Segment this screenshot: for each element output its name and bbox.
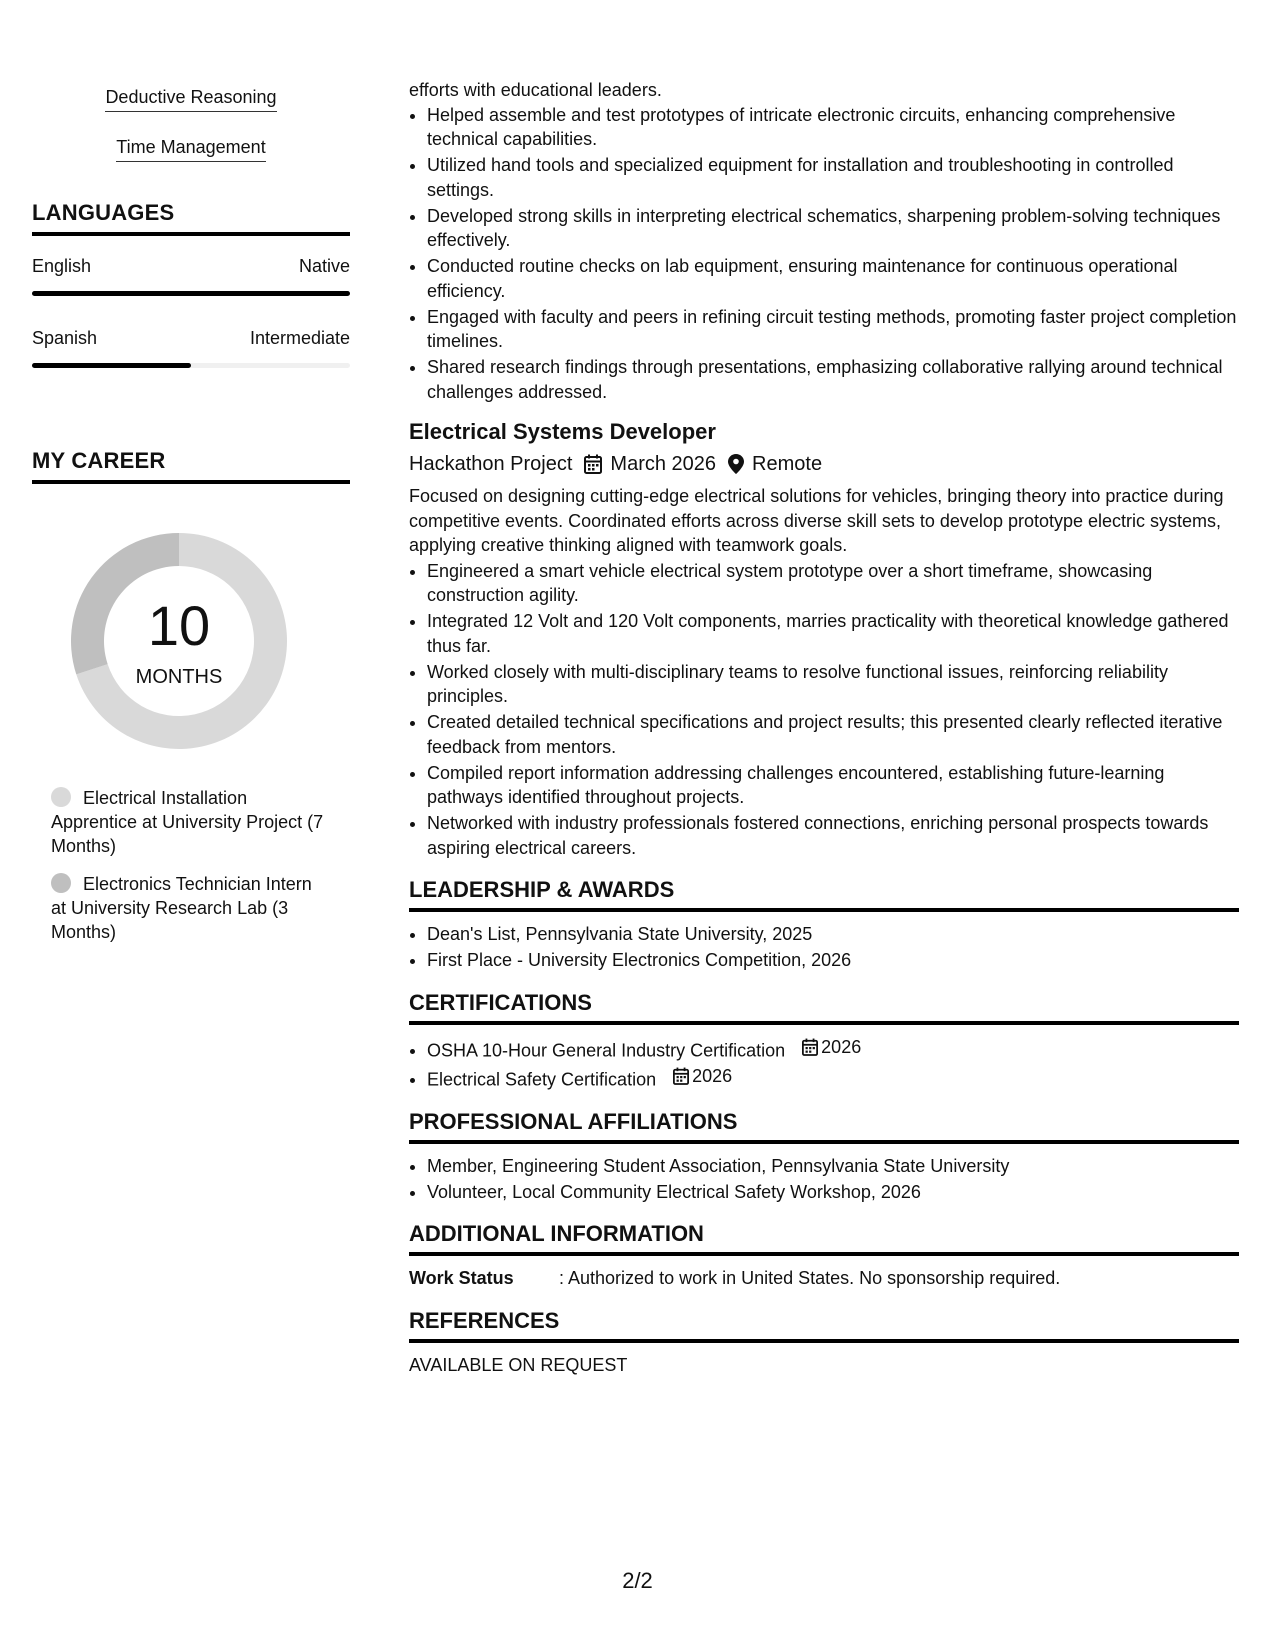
list-item: • Utilized hand tools and specialized equipment for installation and troubleshooting in controlled settings. — [427, 153, 1239, 202]
language-level: Intermediate — [249, 328, 350, 348]
previous-job-continuation: efforts with educational leaders. — [409, 80, 662, 100]
leadership-list — [409, 922, 1239, 973]
certification-item — [427, 1035, 1239, 1063]
certification-name: OSHA 10-Hour General Industry Certification — [427, 1039, 786, 1060]
certifications-title: CERTIFICATIONS — [409, 989, 1239, 1025]
career-total-number: 10 — [147, 594, 211, 657]
language-proficiency-bar — [32, 363, 350, 368]
page-number: 2/2 — [622, 1568, 653, 1593]
list-item: • Networked with industry professionals fostered connections, enriching personal prospects towards aspiring electrical careers. — [427, 811, 1239, 860]
previous-job-bullets — [409, 103, 1239, 405]
calendar-icon — [584, 454, 602, 474]
leadership-title: LEADERSHIP & AWARDS — [409, 876, 1239, 912]
list-item: • Created detailed technical specifications and project results; this presented clearly reflected iterative feedback from mentors. — [427, 710, 1239, 759]
job-title: Electrical Systems Developer — [409, 419, 716, 444]
list-item: • Integrated 12 Volt and 120 Volt components, marries practicality with theoretical knowledge gathered thus far. — [427, 609, 1239, 658]
language-name: Spanish — [32, 328, 98, 348]
language-name: English — [32, 256, 92, 276]
work-status-label: Work Status — [409, 1268, 514, 1288]
career-item-text: Electrical Installation Apprentice at University Project (7 Months) — [51, 788, 324, 856]
job-meta — [409, 450, 1239, 478]
list-item: • Dean's List, Pennsylvania State University, 2025 — [427, 922, 1239, 947]
calendar-icon — [802, 1038, 818, 1056]
certification-name: Electrical Safety Certification — [427, 1069, 657, 1089]
affiliations-list — [409, 1154, 1239, 1205]
language-proficiency-fill — [32, 363, 191, 368]
additional-info-title: ADDITIONAL INFORMATION — [409, 1220, 1239, 1256]
career-legend-dot — [51, 873, 71, 893]
job-bullets — [409, 559, 1239, 861]
language-proficiency-bar — [32, 291, 350, 296]
work-status-row — [409, 1266, 1239, 1291]
job-description: Focused on designing cutting-edge electrical solutions for vehicles, bringing theory into practice during competitive events. Coordinated efforts across diverse skill sets to develop prototype electric systems, applying creative thinking aligned with teamwork goals. — [409, 486, 1224, 555]
career-title: MY CAREER — [32, 448, 350, 484]
right-column — [409, 78, 1239, 1377]
list-item: • Shared research findings through presentations, emphasizing collaborative rallying around technical challenges addressed. — [427, 355, 1239, 404]
language-row-english — [32, 256, 350, 296]
list-item: • Developed strong skills in interpreting electrical schematics, sharpening problem-solving techniques effectively. — [427, 204, 1239, 253]
languages-title: LANGUAGES — [32, 200, 350, 236]
job-date: March 2026 — [610, 453, 717, 475]
job-company: Hackathon Project — [409, 453, 573, 475]
list-item: • Member, Engineering Student Association, Pennsylvania State University — [427, 1154, 1239, 1179]
career-item-text: Electronics Technician Intern at University Research Lab (3 Months) — [51, 874, 312, 942]
skill-tag: Time Management — [116, 128, 265, 162]
list-item: • First Place - University Electronics Competition, 2026 — [427, 948, 1239, 973]
location-pin-icon — [728, 454, 744, 474]
language-level: Native — [298, 256, 350, 276]
languages-section — [32, 200, 350, 368]
list-item: • Compiled report information addressing challenges encountered, establishing future-learning pathways identified throughout projects. — [427, 761, 1239, 810]
career-section — [32, 448, 350, 944]
affiliations-title: PROFESSIONAL AFFILIATIONS — [409, 1108, 1239, 1144]
certification-item — [427, 1064, 1239, 1092]
references-title: REFERENCES — [409, 1307, 1239, 1343]
career-item — [51, 786, 326, 858]
calendar-icon — [673, 1067, 689, 1085]
certifications-list — [409, 1035, 1239, 1092]
language-proficiency-fill — [32, 291, 350, 296]
skill-tag: Deductive Reasoning — [105, 78, 276, 112]
list-item: • Engineered a smart vehicle electrical system prototype over a short timeframe, showcasing construction agility. — [427, 559, 1239, 608]
references-text: AVAILABLE ON REQUEST — [409, 1354, 628, 1375]
job-location: Remote — [752, 453, 823, 475]
career-total-unit: MONTHS — [135, 666, 223, 688]
list-item: • Volunteer, Local Community Electrical Safety Workshop, 2026 — [427, 1180, 1239, 1205]
certification-year: 2026 — [692, 1065, 733, 1086]
career-list — [32, 786, 350, 944]
list-item: • Engaged with faculty and peers in refining circuit testing methods, promoting faster project completion timelines. — [427, 305, 1239, 354]
work-status-value: : Authorized to work in United States. No sponsorship required. — [559, 1268, 1061, 1288]
career-item — [51, 872, 326, 944]
left-column — [32, 78, 350, 958]
certification-year: 2026 — [821, 1036, 862, 1057]
list-item: • Conducted routine checks on lab equipment, ensuring maintenance for continuous operational efficiency. — [427, 254, 1239, 303]
list-item: • Worked closely with multi-disciplinary teams to resolve functional issues, reinforcing reliability principles. — [427, 660, 1239, 709]
career-legend-dot — [51, 787, 71, 807]
language-row-spanish — [32, 328, 350, 368]
list-item: • Helped assemble and test prototypes of intricate electronic circuits, enhancing comprehensive technical capabilities. — [427, 103, 1239, 152]
career-donut-chart — [64, 526, 294, 756]
